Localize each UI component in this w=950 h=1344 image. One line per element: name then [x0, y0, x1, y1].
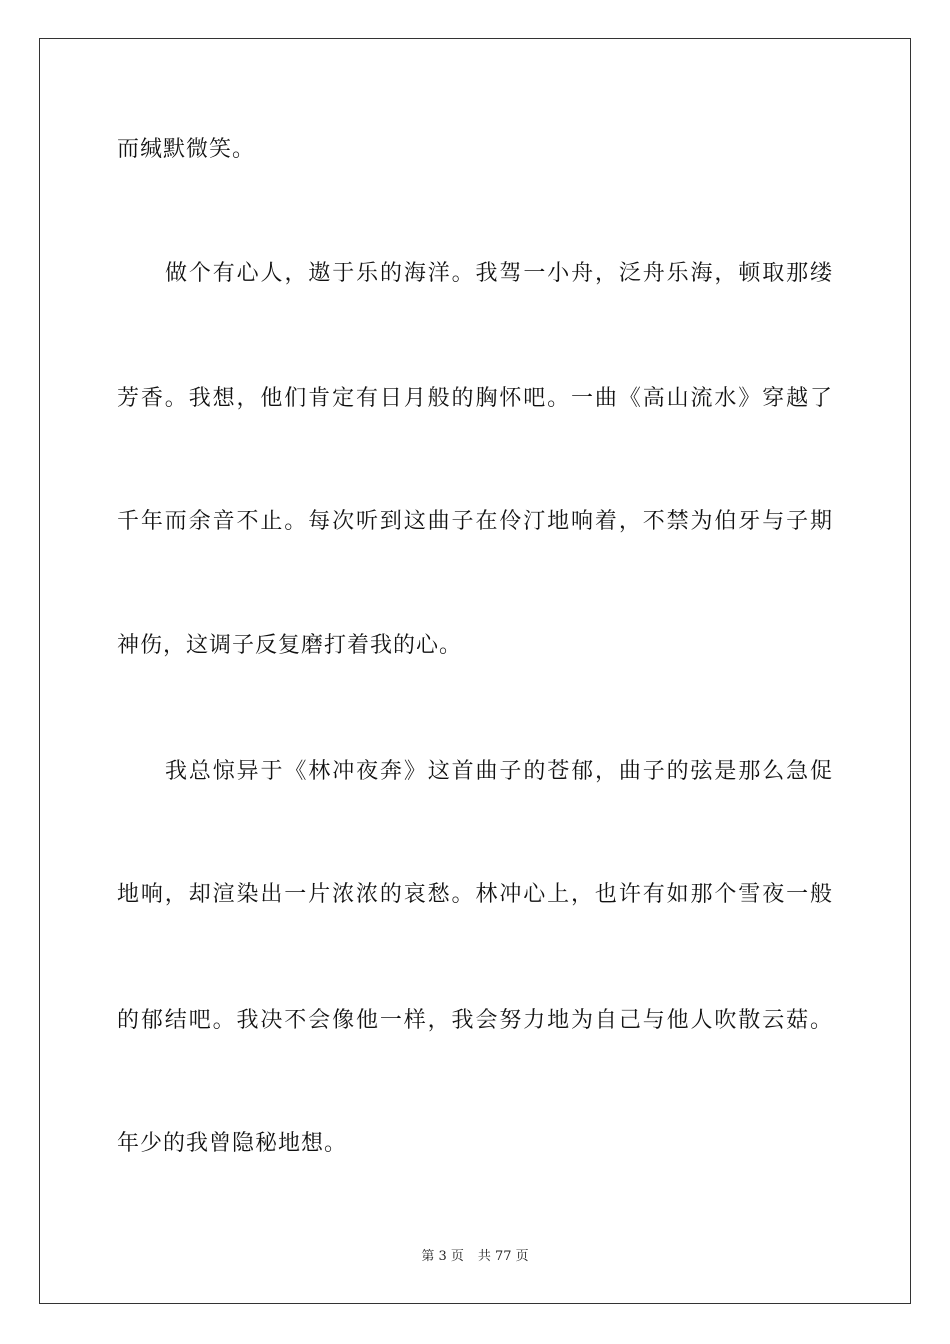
- page-footer: [0, 1249, 950, 1265]
- text-line-8: 的郁结吧。我决不会像他一样，我会努力地为自己与他人吹散云菇。: [117, 1008, 833, 1033]
- text-line-9: 年少的我曾隐秘地想。: [117, 1131, 348, 1156]
- page-total: 共 77 页: [477, 1249, 529, 1264]
- text-line-5: 神伤，这调子反复磨打着我的心。: [117, 633, 463, 658]
- paragraph-start-line-6: 我总惊异于《林冲夜奔》这首曲子的苍郁，曲子的弦是那么急促: [165, 759, 833, 784]
- page-number: 第 3 页: [421, 1249, 464, 1264]
- text-line-3: 芳香。我想，他们肯定有日月般的胸怀吧。一曲《高山流水》穿越了: [117, 386, 833, 411]
- text-line-4: 千年而余音不止。每次听到这曲子在伶汀地响着，不禁为伯牙与子期: [117, 509, 833, 534]
- page-border: [39, 38, 911, 1304]
- text-line-1: 而缄默微笑。: [117, 137, 256, 162]
- text-line-7: 地响，却渲染出一片浓浓的哀愁。林冲心上，也许有如那个雪夜一般: [117, 882, 833, 907]
- paragraph-start-line-2: 做个有心人，遨于乐的海洋。我驾一小舟，泛舟乐海，顿取那缕: [165, 261, 833, 286]
